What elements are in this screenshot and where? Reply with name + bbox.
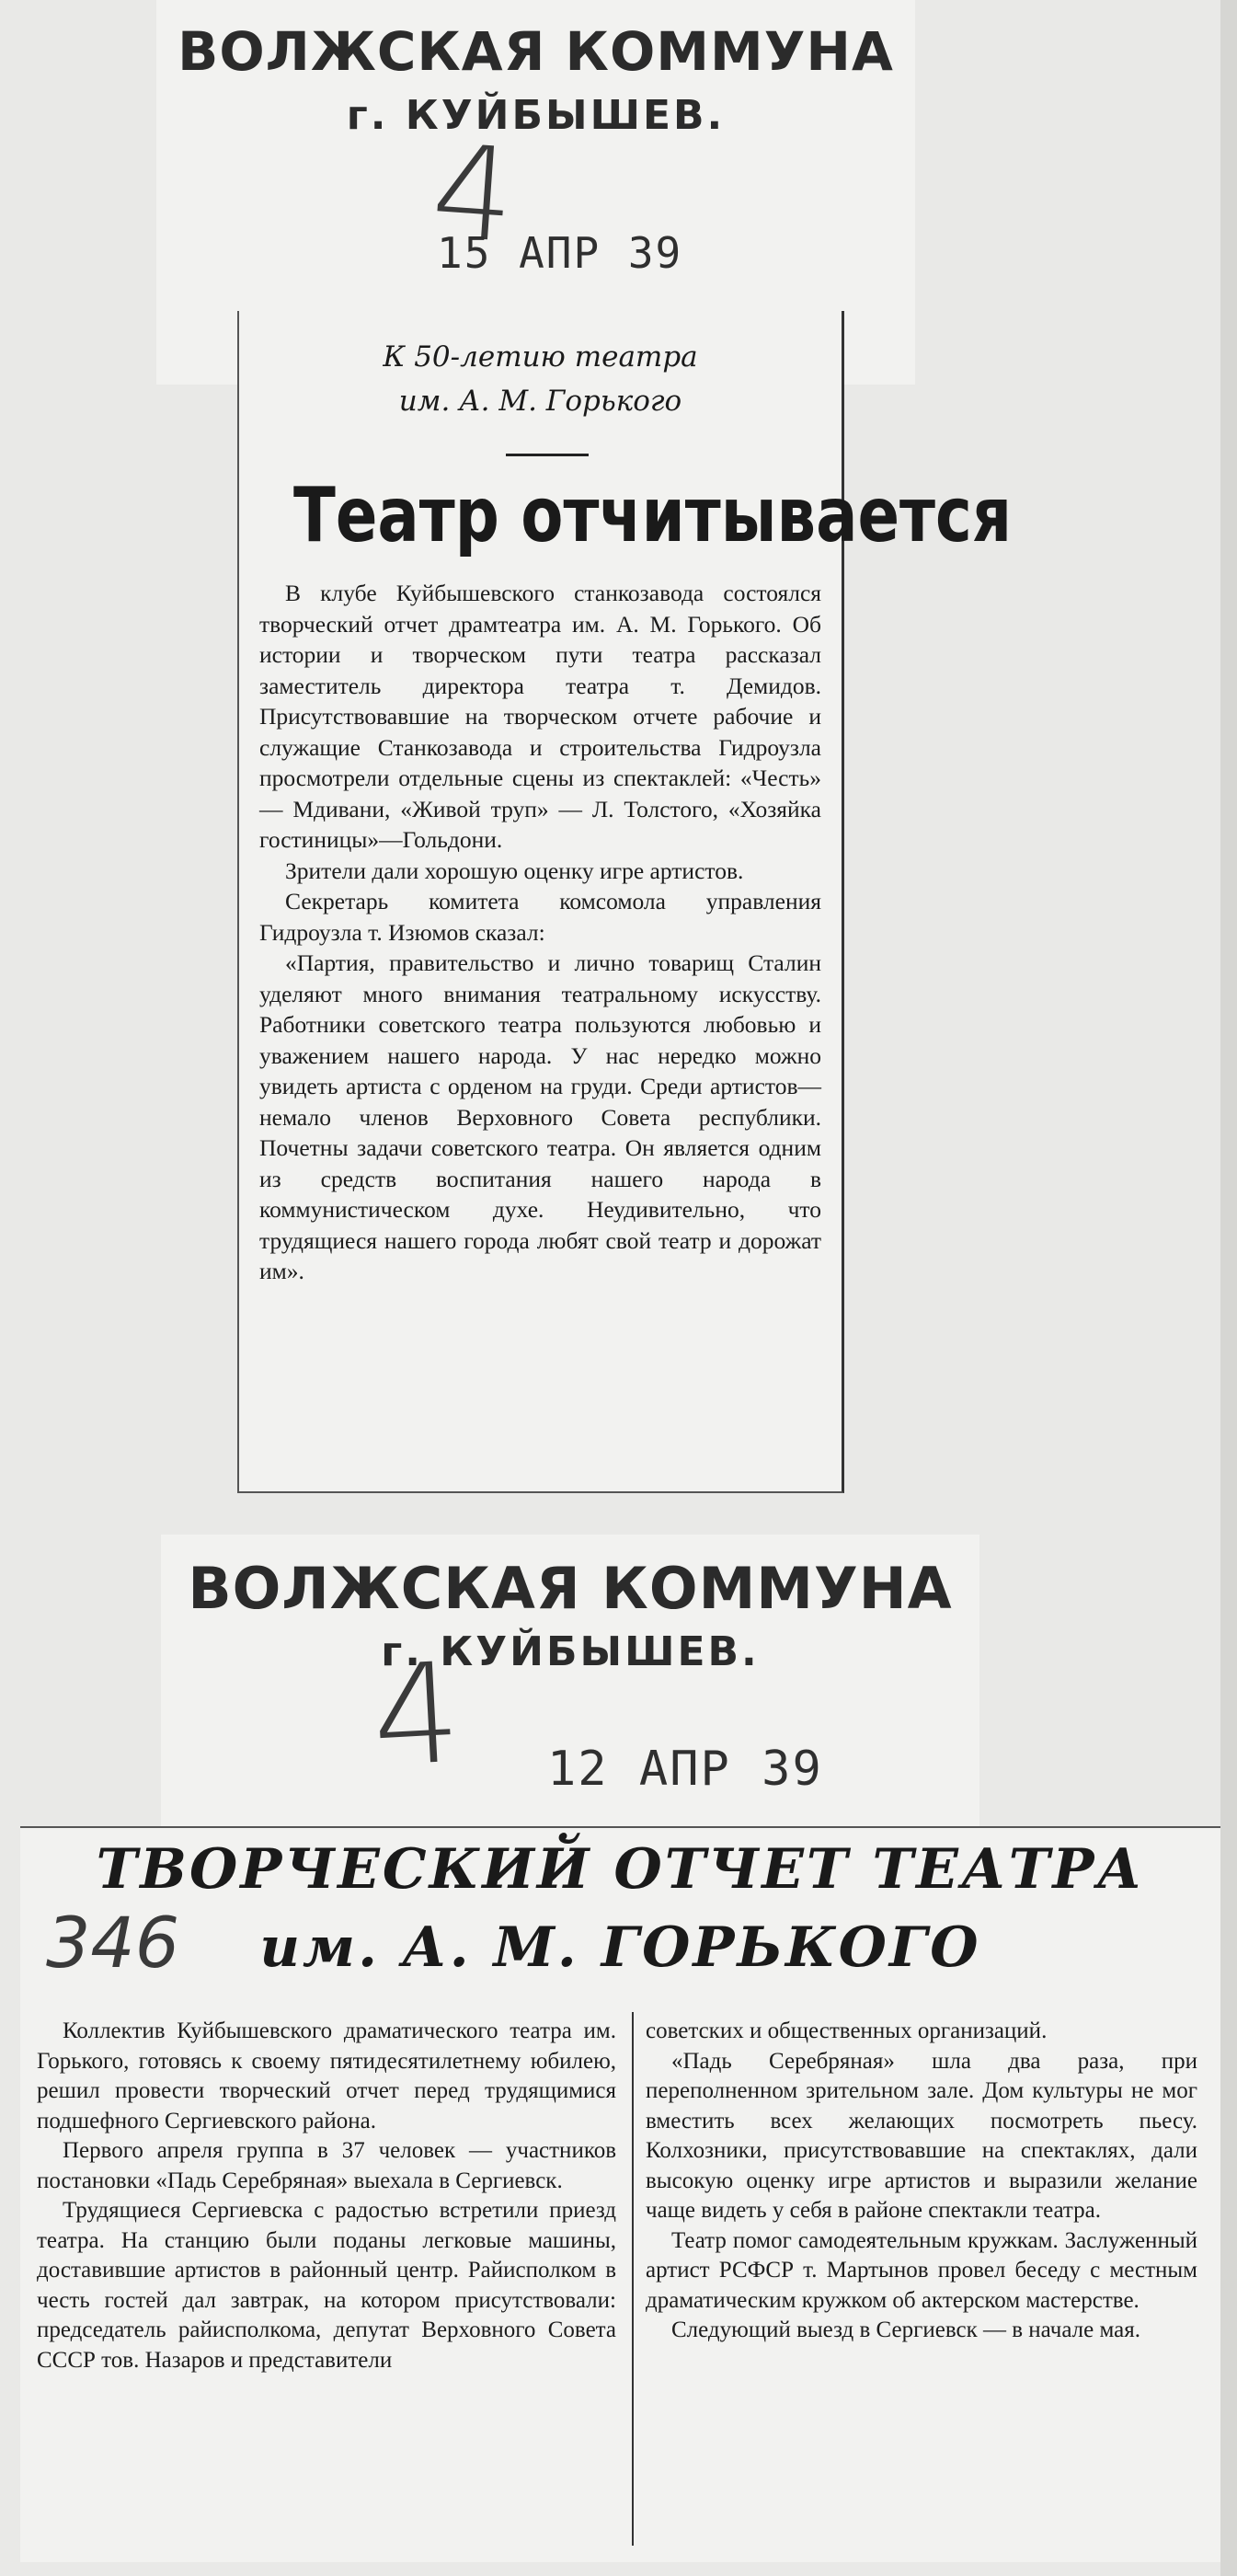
article-paragraph: Театр помог самодеятельным кружкам. Заслуженный артист РСФСР т. Мартынов провел беседу с местным драматическим кружком об актерском мастерстве. [646, 2227, 1197, 2313]
article-paragraph: Секретарь комитета комсомола управления Гидроузла т. Изюмов сказал: [259, 888, 821, 946]
column-divider [632, 2012, 634, 2546]
article-body-column-1 [37, 2017, 616, 2375]
article-clipping-1 [237, 311, 1013, 1493]
masthead-clipping-2 [161, 1535, 979, 1838]
newspaper-city: г. КУЙБЫШЕВ. [346, 92, 726, 139]
article-paragraph: «Партия, правительство и лично товарищ Сталин уделяют много внимания театральному искусству. Работники советского театра пользуются любовью и уважением нашего народа. У нас нередко можно увидеть артиста с орденом на груди. Среди артистов—немало членов Верховного Совета республики. Почетны задачи советского театра. Он является одним из средств воспитания нашего народа в коммунистическом духе. Неудивительно, что трудящиеся нашего города любят свой театр и дорожат им». [259, 949, 821, 1284]
article-paragraph: советских и общественных организаций. [646, 2018, 1048, 2043]
article-kicker-2: им. А. М. Горького [398, 385, 682, 418]
handwritten-number: 4 [368, 1633, 464, 1799]
article-paragraph: Следующий выезд в Сергиевск — в начале мая. [671, 2317, 1140, 2342]
article-paragraph: В клубе Куйбышевского станкозавода состоялся творческий отчет драмтеатра им. А. М. Горького. Об истории и творческом пути театра рассказал заместитель директора театра т. Демидов. Присутствовавшие на творческом отчете рабочие и служащие Станкозавода и строительства Гидроузла просмотрели отдельные сцены из спектаклей: «Честь» — Мдивани, «Живой труп» — Л. Толстого, «Хозяйка гостиницы»—Гольдони. [259, 580, 821, 853]
article-paragraph: Первого апреля группа в 37 человек — участников постановки «Падь Серебряная» выехала в Сергиевск. [37, 2138, 616, 2193]
article-headline-line-1: ТВОРЧЕСКИЙ ОТЧЕТ ТЕАТРА [96, 1837, 1145, 1902]
newspaper-masthead: ВОЛЖСКАЯ КОММУНА [188, 1555, 953, 1622]
article-paragraph: Коллектив Куйбышевского драматического театра им. Горького, готовясь к своему пятидесятилетнему юбилею, решил провести творческий отчет перед трудящимися подшефного Сергиевского района. [37, 2018, 616, 2133]
newspaper-masthead: ВОЛЖСКАЯ КОММУНА [178, 20, 894, 83]
divider-rule [506, 454, 589, 456]
article-kicker-1: К 50-летию театра [383, 340, 698, 374]
date-stamp: 15 АПР 39 [437, 228, 683, 278]
handwritten-number: 346 [46, 1902, 180, 1984]
article-paragraph: «Падь Серебряная» шла два раза, при переполненном зрительном зале. Дом культуры не мог вместить всех желающих посмотреть пьесу. Колхозники, присутствовавшие на спектаклях, дали высокую оценку игре артистов и выразили желание чаще видеть у себя в районе спектакли театра. [646, 2048, 1197, 2223]
handwritten-number: 4 [427, 117, 520, 272]
article-clipping-2 [20, 1826, 1220, 2562]
page-edge [1220, 0, 1237, 2576]
date-stamp: 12 АПР 39 [547, 1742, 823, 1797]
article-paragraph: Трудящиеся Сергиевска с радостью встретили приезд театра. На станцию были поданы легковые машины, доставившие артистов в районный центр. Райисполком в честь гостей дал завтрак, на котором присутствовали: председатель райисполкома, депутат Верховного Совета СССР тов. Назаров и представители [37, 2198, 616, 2373]
newspaper-city: г. КУЙБЫШЕВ. [381, 1628, 760, 1675]
article-paragraph: Зрители дали хорошую оценку игре артистов. [285, 857, 744, 884]
article-headline: Театр отчитывается [292, 472, 1013, 559]
article-body-column-2 [646, 2017, 1197, 2346]
article-headline-line-2: им. А. М. ГОРЬКОГО [259, 1915, 981, 1980]
article-body [259, 578, 821, 1287]
